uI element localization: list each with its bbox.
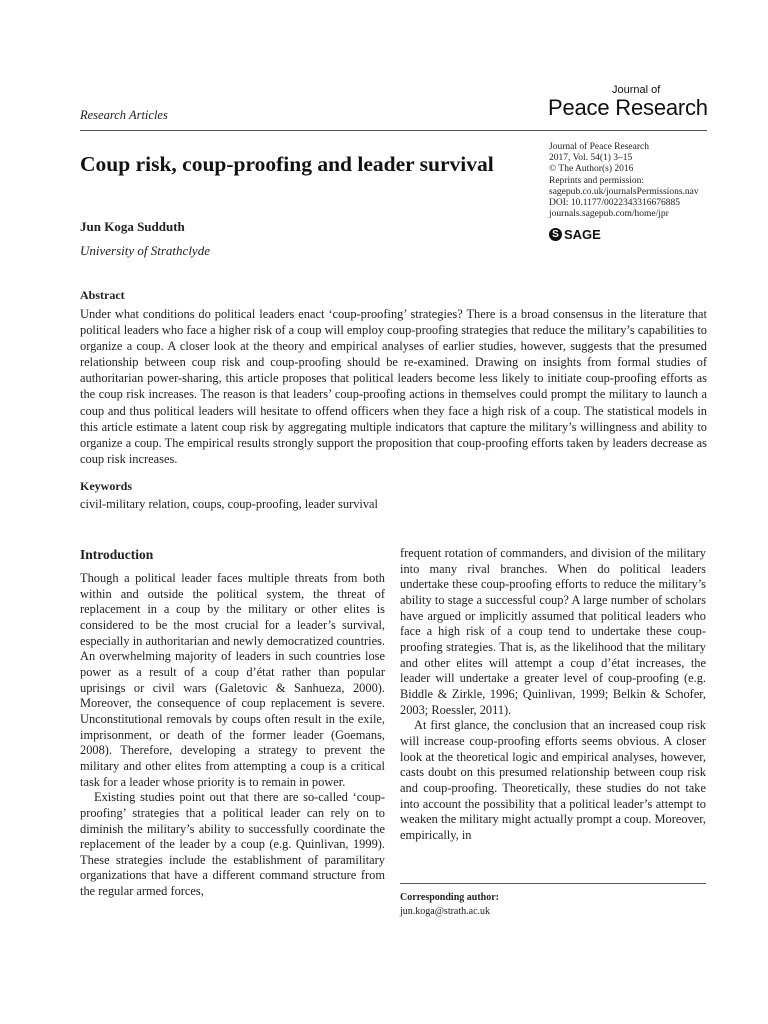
- journal-logo-small: Journal of: [612, 84, 661, 96]
- paragraph: At first glance, the conclusion that an increased coup risk will increase coup-proofing efforts seems obvious. A closer look at the theoretical logic and empirical analyses, however, casts doubt on this presumed relationship between coup risk and coup-proofing. Theoretically, these studies do not take into account the possibility that a political leader’s attempt to weaken the military might actually prompt a coup. Moreover, empirically, in: [400, 718, 706, 842]
- author-name: Jun Koga Sudduth: [80, 219, 185, 234]
- sage-icon: S: [549, 228, 562, 241]
- keywords-heading: Keywords: [80, 479, 132, 493]
- abstract-heading: Abstract: [80, 288, 125, 302]
- paragraph: Though a political leader faces multiple threats from both within and outside the political system, the threat of replacement in a coup by the military or other elites is considered to be the most crucial for a leader’s survival, especially in authoritarian and newly democratized countries. An overwhelming majority of leaders in such countries lose power as a result of a coup d’état rather than popular uprisings or civil wars (Galetovic & Sanhueza, 2000). Moreover, the consequence of coup replacement is severe. Unconstitutional removals by coups often result in the exile, imprisonment, or death of the former leader (Goemans, 2008). Therefore, developing a strategy to prevent the military and other elites from attempting a coup is a critical task for a leader whose priority is to remain in power.: [80, 571, 385, 789]
- publication-meta: [549, 142, 719, 220]
- corresponding-author-email: jun.koga@strath.ac.uk: [400, 906, 491, 917]
- author-affiliation: University of Strathclyde: [80, 243, 210, 258]
- abstract-text: Under what conditions do political leaders enact ‘coup-proofing’ strategies? There is a broad consensus in the literature that political leaders who face a higher risk of a coup will employ coup-proofing strategies that reduce the military’s capabilities to organize a coup. A closer look at the theory and empirical analyses of earlier studies, however, suggests that the presumed relationship between coup risk and coup-proofing should be re-examined. Drawing on insights from formal studies of authoritarian power-sharing, this article proposes that political leaders become less likely to initiate coup-proofing efforts as the coup risk increases. The reason is that leaders’ coup-proofing actions in themselves could prompt the military to launch a coup and thus political leaders will hesitate to offend officers when they face a high risk of a coup. The statistical models in this article estimate a latent coup risk by aggregating multiple indicators that capture the military’s willingness and ability to organize a coup. The empirical results strongly support the proposition that coup-proofing efforts taken by leaders decrease as coup risk increases.: [80, 307, 707, 466]
- body-column-right: [400, 546, 706, 843]
- paragraph: Existing studies point out that there are so-called ‘coup-proofing’ strategies that a political leader can rely on to diminish the military’s ability to successfully coordinate the replacement of the leader by a coup (e.g. Quinlivan, 1999). These strategies include the establishment of paramilitary organizations that have a different command structure from the regular armed forces,: [80, 790, 385, 899]
- meta-line: Journal of Peace Research: [549, 142, 649, 152]
- meta-line: Reprints and permission:: [549, 175, 644, 186]
- paragraph: frequent rotation of commanders, and division of the military into many rival branches. When do political leaders undertake these coup-proofing efforts to reduce the military’s ability to stage a successful coup? A large number of scholars have argued or implicitly assumed that political leaders who face a high risk of a coup tend to undertake these coup-proofing strategies. That is, as the likelihood that the military and other elites will attempt a coup d’état increases, the leader will undertake a greater level of coup-proofing (e.g. Biddle & Zirkle, 1996; Quinlivan, 1999; Belkin & Schofer, 2003; Roessler, 2011).: [400, 546, 706, 717]
- meta-line: © The Author(s) 2016: [549, 164, 634, 175]
- meta-line: DOI: 10.1177/0022343316676885: [549, 198, 681, 209]
- footnote-rule: [400, 883, 706, 884]
- keywords-text: civil-military relation, coups, coup-proofing, leader survival: [80, 497, 378, 511]
- introduction-heading: Introduction: [80, 547, 154, 562]
- publisher-name: SAGE: [564, 227, 601, 242]
- article-title: Coup risk, coup-proofing and leader survival: [80, 152, 494, 176]
- header-rule: [80, 130, 707, 131]
- journal-logo-name: Peace Research: [548, 95, 708, 120]
- meta-line: sagepub.co.uk/journalsPermissions.nav: [549, 186, 699, 197]
- section-label: Research Articles: [80, 108, 168, 122]
- meta-line: 2017, Vol. 54(1) 3–15: [549, 153, 633, 164]
- publisher-logo: [549, 227, 601, 242]
- body-column-left: [80, 571, 385, 900]
- journal-logo: [548, 84, 708, 120]
- corresponding-author-label: Corresponding author:: [400, 892, 499, 903]
- meta-line: journals.sagepub.com/home/jpr: [549, 209, 669, 220]
